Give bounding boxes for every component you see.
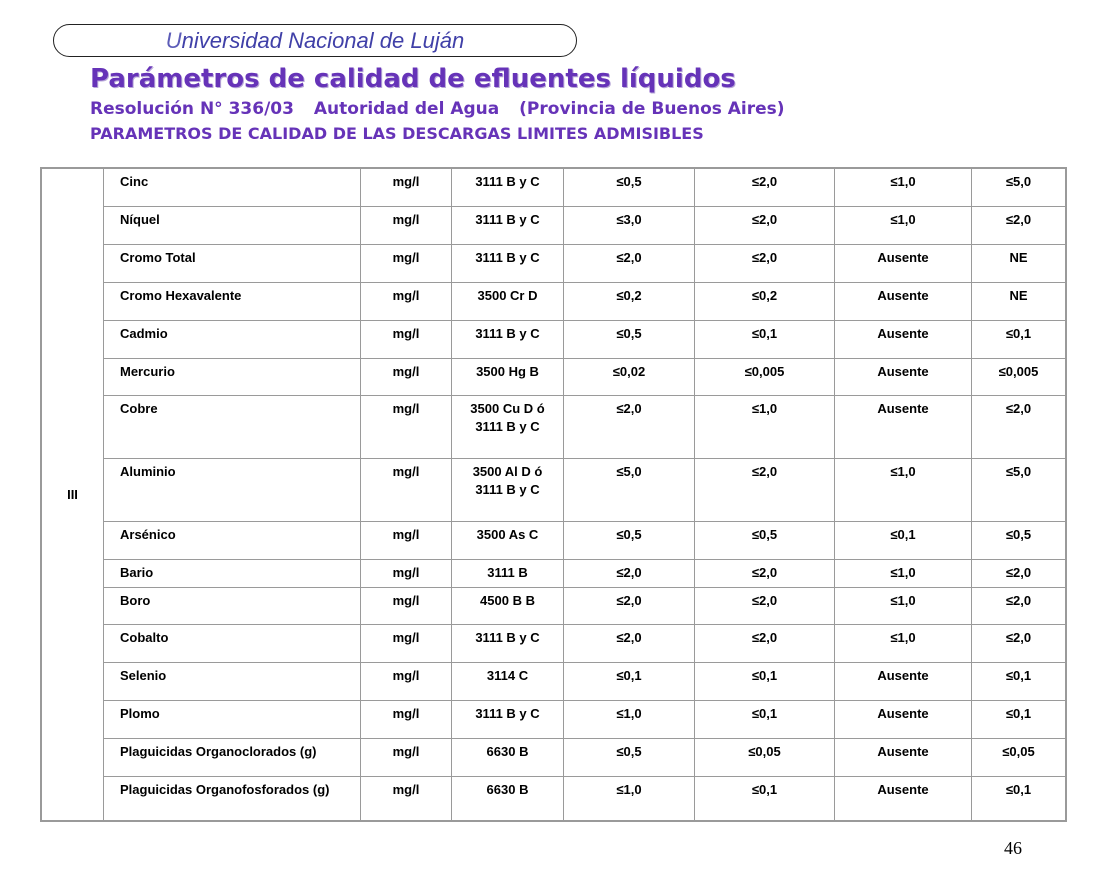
method-cell [452, 396, 564, 458]
limit-cell-3 [835, 701, 972, 738]
table-row [104, 560, 1065, 588]
limit-cell-1-text: ≤0,5 [616, 744, 642, 759]
limit-cell-4-text: ≤2,0 [1005, 212, 1032, 227]
parameter-name-text: Plaguicidas Organoclorados (g) [120, 744, 317, 759]
limit-cell-2 [695, 169, 835, 206]
limit-cell-1-text: ≤1,0 [616, 782, 642, 797]
limit-cell-4-text: NE [1009, 250, 1028, 265]
limit-cell-1-text: ≤2,0 [616, 630, 642, 645]
parameter-name [104, 701, 361, 738]
limit-cell-2 [695, 359, 835, 395]
limit-cell-1 [564, 625, 695, 662]
method-cell-text: 3111 B y C [475, 250, 540, 265]
limit-cell-4-text: ≤0,5 [1005, 527, 1032, 542]
limit-cell-2-text: ≤0,1 [751, 326, 778, 341]
limit-cell-1 [564, 207, 695, 244]
table-row [104, 739, 1065, 777]
limit-cell-4-text: ≤5,0 [1005, 464, 1032, 479]
unit-cell-text: mg/l [392, 744, 420, 759]
parameter-name [104, 245, 361, 282]
limit-cell-4-text: NE [1009, 288, 1028, 303]
unit-cell [361, 522, 452, 559]
unit-cell [361, 283, 452, 320]
unit-cell [361, 663, 452, 700]
parameter-name [104, 359, 361, 395]
limit-cell-1 [564, 359, 695, 395]
table-row [104, 701, 1065, 739]
parameter-name-text: Boro [120, 593, 151, 608]
unit-cell [361, 625, 452, 662]
method-cell-text: 3500 Hg B [476, 364, 539, 379]
unit-cell [361, 245, 452, 282]
limit-cell-4 [972, 522, 1065, 559]
limit-cell-3 [835, 283, 972, 320]
limit-cell-3 [835, 396, 972, 458]
limit-cell-3 [835, 169, 972, 206]
method-cell-text: 3111 B [487, 565, 528, 580]
limit-cell-4 [972, 625, 1065, 662]
unit-cell-text: mg/l [392, 174, 420, 189]
method-cell-text: 3111 B y C [475, 630, 540, 645]
method-cell [452, 321, 564, 358]
limit-cell-4-text: ≤2,0 [1005, 401, 1032, 416]
parameter-name [104, 283, 361, 320]
table-row [104, 283, 1065, 321]
limit-cell-3 [835, 777, 972, 822]
table-row [104, 588, 1065, 625]
limit-cell-2 [695, 625, 835, 662]
limit-cell-4 [972, 359, 1065, 395]
method-cell-text: 3500 Cr D [477, 288, 538, 303]
limit-cell-1 [564, 321, 695, 358]
parameter-name-text: Cinc [120, 174, 149, 189]
limit-cell-2-text: ≤2,0 [751, 250, 778, 265]
parameter-name-text: Cromo Total [120, 250, 196, 265]
unit-cell-text: mg/l [392, 464, 420, 479]
parameter-name-text: Cadmio [120, 326, 168, 341]
table-row [104, 321, 1065, 359]
unit-cell [361, 207, 452, 244]
method-cell-text: 3111 B y C [475, 706, 540, 721]
limit-cell-1-text: ≤0,1 [616, 668, 642, 683]
unit-cell-text: mg/l [392, 565, 420, 580]
limit-cell-2-text: ≤2,0 [751, 630, 778, 645]
table-row [104, 207, 1065, 245]
limit-cell-1 [564, 663, 695, 700]
limit-cell-3 [835, 560, 972, 587]
method-cell [452, 663, 564, 700]
limits-table [40, 167, 1067, 822]
method-cell-text: 3111 B y C [475, 174, 540, 189]
parameter-name [104, 207, 361, 244]
limit-cell-4-text: ≤2,0 [1005, 565, 1032, 580]
limit-cell-2-text: ≤0,005 [744, 364, 785, 379]
unit-cell-text: mg/l [392, 782, 420, 797]
limit-cell-3-text: Ausente [877, 668, 929, 683]
limit-cell-4 [972, 283, 1065, 320]
unit-cell-text: mg/l [392, 364, 420, 379]
limit-cell-3 [835, 459, 972, 521]
limit-cell-2-text: ≤2,0 [751, 174, 778, 189]
limit-cell-3-text: Ausente [877, 364, 929, 379]
limit-cell-1 [564, 560, 695, 587]
limit-cell-1-text: ≤2,0 [616, 565, 642, 580]
limit-cell-3-text: Ausente [877, 706, 929, 721]
limit-cell-3-text: Ausente [877, 782, 929, 797]
unit-cell-text: mg/l [392, 706, 420, 721]
limit-cell-4 [972, 459, 1065, 521]
parameter-name-text: Aluminio [120, 464, 176, 479]
method-cell-text: 3500 As C [476, 527, 539, 542]
limit-cell-1 [564, 396, 695, 458]
method-cell [452, 560, 564, 587]
limit-cell-1 [564, 777, 695, 822]
banner-text: niversidad Nacional de Luján [181, 28, 465, 53]
province-name: (Provincia de Buenos Aires) [519, 99, 785, 119]
limit-cell-3-text: ≤1,0 [890, 593, 916, 608]
limit-cell-2 [695, 396, 835, 458]
limit-cell-3-text: ≤1,0 [890, 464, 916, 479]
parameter-name-text: Cobre [120, 401, 158, 416]
limit-cell-2 [695, 522, 835, 559]
limit-cell-2-text: ≤0,05 [748, 744, 781, 759]
table-subtitle: PARAMETROS DE CALIDAD DE LAS DESCARGAS LIMITES ADMISIBLES [90, 124, 704, 143]
limit-cell-4 [972, 245, 1065, 282]
limit-cell-2 [695, 560, 835, 587]
parameter-name [104, 169, 361, 206]
table-row [104, 663, 1065, 701]
limit-cell-4-text: ≤0,005 [998, 364, 1039, 379]
limit-cell-1 [564, 245, 695, 282]
limit-cell-1 [564, 169, 695, 206]
limit-cell-1-text: ≤5,0 [616, 464, 642, 479]
table-row [104, 359, 1065, 396]
parameter-name-text: Níquel [120, 212, 160, 227]
unit-cell [361, 359, 452, 395]
limit-cell-2-text: ≤0,1 [751, 782, 778, 797]
unit-cell [361, 396, 452, 458]
page-number: 46 [1004, 838, 1022, 858]
limit-cell-3 [835, 588, 972, 624]
limit-cell-3 [835, 245, 972, 282]
method-cell [452, 588, 564, 624]
method-cell-text: 6630 B [486, 744, 529, 759]
method-cell [452, 207, 564, 244]
limit-cell-4-text: ≤0,05 [1002, 744, 1035, 759]
limit-cell-3-text: Ausente [877, 250, 929, 265]
limit-cell-2 [695, 588, 835, 624]
parameter-name [104, 321, 361, 358]
limit-cell-3 [835, 663, 972, 700]
table-row [104, 169, 1065, 207]
limit-cell-1-text: ≤3,0 [616, 212, 642, 227]
unit-cell-text: mg/l [392, 212, 420, 227]
limit-cell-4 [972, 739, 1065, 776]
limit-cell-4 [972, 396, 1065, 458]
method-cell [452, 522, 564, 559]
limit-cell-4-text: ≤0,1 [1005, 668, 1032, 683]
limit-cell-2-text: ≤2,0 [751, 565, 778, 580]
limit-cell-3 [835, 522, 972, 559]
limit-cell-2 [695, 701, 835, 738]
limit-cell-2 [695, 207, 835, 244]
limit-cell-3-text: ≤1,0 [890, 212, 916, 227]
parameter-name-text: Plomo [120, 706, 160, 721]
limit-cell-1 [564, 739, 695, 776]
unit-cell [361, 701, 452, 738]
unit-cell-text: mg/l [392, 668, 420, 683]
unit-cell-text: mg/l [392, 250, 420, 265]
unit-cell-text: mg/l [392, 288, 420, 303]
unit-cell [361, 739, 452, 776]
limit-cell-4 [972, 777, 1065, 822]
method-cell [452, 701, 564, 738]
university-banner [53, 24, 577, 57]
limit-cell-4 [972, 663, 1065, 700]
limit-cell-2 [695, 739, 835, 776]
method-cell [452, 283, 564, 320]
unit-cell-text: mg/l [392, 326, 420, 341]
method-cell [452, 169, 564, 206]
limit-cell-2 [695, 321, 835, 358]
limit-cell-1-text: ≤0,5 [616, 527, 642, 542]
limit-cell-4 [972, 701, 1065, 738]
parameter-name-text: Arsénico [120, 527, 176, 542]
limit-cell-2-text: ≤0,1 [751, 668, 778, 683]
unit-cell [361, 169, 452, 206]
method-cell-text: 3111 B y C [475, 212, 540, 227]
method-cell [452, 777, 564, 822]
limit-cell-3 [835, 739, 972, 776]
limit-cell-1-text: ≤0,2 [616, 288, 642, 303]
limit-cell-3-text: ≤1,0 [890, 565, 916, 580]
method-cell-text: 3111 B y C [475, 326, 540, 341]
banner-initial: U [165, 28, 182, 53]
method-cell [452, 245, 564, 282]
limit-cell-4 [972, 560, 1065, 587]
limit-cell-2-text: ≤1,0 [751, 401, 778, 416]
limit-cell-1-text: ≤0,02 [612, 364, 646, 379]
method-cell-text: 3114 C [486, 668, 529, 683]
resolution-number: Resolución N° 336/03 [90, 99, 294, 119]
parameter-name [104, 777, 361, 822]
unit-cell [361, 588, 452, 624]
parameter-name-text: Cobalto [120, 630, 169, 645]
unit-cell [361, 560, 452, 587]
limit-cell-4-text: ≤2,0 [1005, 630, 1032, 645]
parameter-name-text: Plaguicidas Organofosforados (g) [120, 782, 330, 797]
method-cell [452, 459, 564, 521]
limit-cell-3-text: Ausente [877, 288, 929, 303]
authority-name: Autoridad del Agua [313, 99, 500, 119]
limit-cell-2-text: ≤2,0 [751, 464, 778, 479]
unit-cell-text: mg/l [392, 630, 420, 645]
parameter-name [104, 625, 361, 662]
parameter-name-text: Bario [120, 565, 154, 580]
limit-cell-4 [972, 169, 1065, 206]
parameter-name [104, 396, 361, 458]
limit-cell-1-text: ≤2,0 [616, 401, 642, 416]
table-row [104, 777, 1065, 822]
resolution-line [90, 99, 799, 119]
parameter-name [104, 588, 361, 624]
unit-cell [361, 777, 452, 822]
parameter-name [104, 560, 361, 587]
limit-cell-2-text: ≤0,5 [751, 527, 778, 542]
limit-cell-1-text: ≤2,0 [616, 250, 642, 265]
unit-cell-text: mg/l [392, 593, 420, 608]
limit-cell-2-text: ≤2,0 [751, 212, 778, 227]
limit-cell-4 [972, 588, 1065, 624]
limit-cell-1 [564, 588, 695, 624]
limit-cell-2 [695, 283, 835, 320]
table-row [104, 396, 1065, 459]
group-label: III [42, 169, 104, 820]
unit-cell [361, 459, 452, 521]
limit-cell-1-text: ≤2,0 [616, 593, 642, 608]
unit-cell-text: mg/l [392, 401, 420, 416]
limit-cell-1 [564, 522, 695, 559]
limit-cell-4 [972, 207, 1065, 244]
parameter-name [104, 459, 361, 521]
limit-cell-3 [835, 321, 972, 358]
method-cell-text: 3500 Cu D ó 3111 B y C [470, 401, 545, 434]
limit-cell-1 [564, 283, 695, 320]
unit-cell-text: mg/l [392, 527, 420, 542]
limit-cell-4-text: ≤0,1 [1005, 782, 1032, 797]
limit-cell-3 [835, 625, 972, 662]
limit-cell-4-text: ≤0,1 [1005, 706, 1032, 721]
limit-cell-2 [695, 663, 835, 700]
limit-cell-1-text: ≤1,0 [616, 706, 642, 721]
limit-cell-4-text: ≤5,0 [1005, 174, 1032, 189]
table-row [104, 522, 1065, 560]
limit-cell-2 [695, 459, 835, 521]
limit-cell-4-text: ≤2,0 [1005, 593, 1032, 608]
limit-cell-1 [564, 459, 695, 521]
limit-cell-1 [564, 701, 695, 738]
limit-cell-4 [972, 321, 1065, 358]
parameter-name [104, 739, 361, 776]
parameter-name-text: Selenio [120, 668, 167, 683]
limit-cell-3-text: Ausente [877, 326, 929, 341]
method-cell [452, 625, 564, 662]
limit-cell-3-text: ≤1,0 [890, 174, 916, 189]
limit-cell-2 [695, 777, 835, 822]
limit-cell-3 [835, 207, 972, 244]
table-row [104, 459, 1065, 522]
method-cell-text: 3500 Al D ó 3111 B y C [472, 464, 543, 497]
limit-cell-3-text: Ausente [877, 401, 929, 416]
parameter-name-text: Cromo Hexavalente [120, 288, 242, 303]
limit-cell-2 [695, 245, 835, 282]
method-cell [452, 739, 564, 776]
limit-cell-3-text: Ausente [877, 744, 929, 759]
method-cell-text: 4500 B B [480, 593, 535, 608]
parameter-name [104, 663, 361, 700]
limit-cell-2-text: ≤0,2 [751, 288, 778, 303]
method-cell-text: 6630 B [486, 782, 529, 797]
limit-cell-3 [835, 359, 972, 395]
parameter-name [104, 522, 361, 559]
limit-cell-1-text: ≤0,5 [616, 326, 642, 341]
limit-cell-2-text: ≤2,0 [751, 593, 778, 608]
limit-cell-3-text: ≤0,1 [890, 527, 916, 542]
method-cell [452, 359, 564, 395]
limit-cell-3-text: ≤1,0 [890, 630, 916, 645]
table-row [104, 245, 1065, 283]
page-title: Parámetros de calidad de efluentes líquidos [90, 64, 736, 94]
limit-cell-2-text: ≤0,1 [751, 706, 778, 721]
limit-cell-4-text: ≤0,1 [1005, 326, 1032, 341]
unit-cell [361, 321, 452, 358]
limit-cell-1-text: ≤0,5 [616, 174, 642, 189]
parameter-name-text: Mercurio [120, 364, 175, 379]
table-row [104, 625, 1065, 663]
